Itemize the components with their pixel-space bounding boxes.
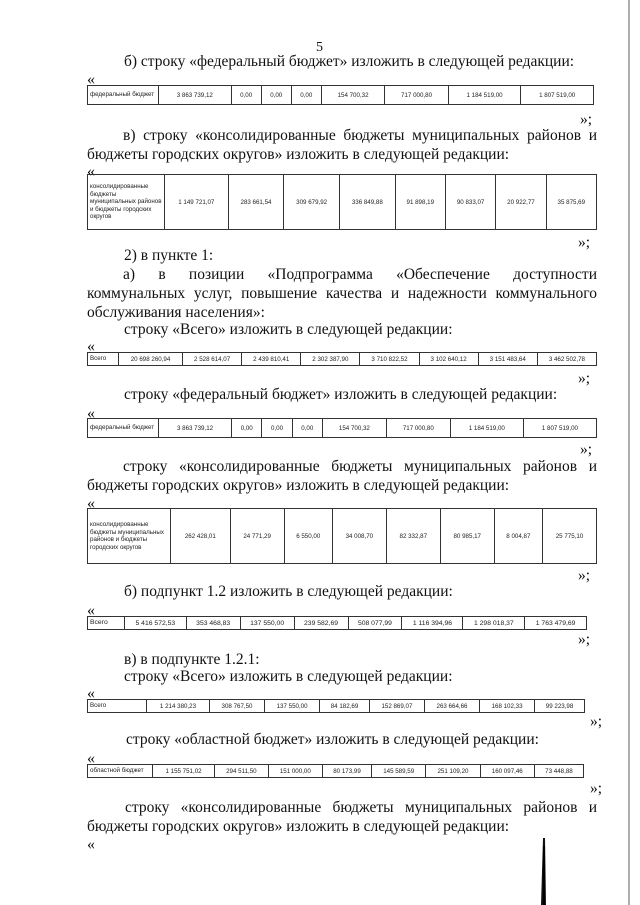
- table-cell: 0,00: [262, 419, 292, 438]
- table-cell: 25 775,10: [542, 509, 596, 564]
- table-cell: 262 428,01: [171, 509, 231, 564]
- row-label: федеральный бюджет: [88, 86, 159, 105]
- paragraph-regional-budget: строку «областной бюджет» изложить в следующей редакции:: [126, 731, 539, 748]
- table-cell: 1 807 519,00: [521, 86, 594, 105]
- open-quote: «: [87, 71, 95, 88]
- table-cell: 35 875,69: [546, 175, 596, 230]
- table-cell: 2 302 387,90: [301, 353, 360, 366]
- table-cell: 3 710 822,52: [360, 353, 419, 366]
- table-cell: 353 468,83: [186, 617, 240, 630]
- scan-smudge: [541, 838, 546, 905]
- table-consolidated-budgets-1: [87, 174, 597, 230]
- table-cell: 154 700,32: [321, 86, 384, 105]
- table-cell: 24 771,29: [230, 509, 284, 564]
- paragraph-total-line-2: строку «Всего» изложить в следующей редакции:: [124, 668, 453, 685]
- table-cell: 168 102,33: [480, 700, 535, 713]
- table-total-1-2: [87, 616, 587, 630]
- table-cell: 308 767,50: [209, 700, 264, 713]
- close-quote: »;: [578, 234, 591, 251]
- open-quote: «: [87, 602, 95, 619]
- table-cell: 80 985,17: [440, 509, 494, 564]
- table-cell: 3 151 483,64: [478, 353, 537, 366]
- table-cell: 1 298 018,37: [463, 617, 525, 630]
- table-cell: 151 000,00: [268, 765, 322, 778]
- row-label: консолидированные бюджеты муниципальных районов и бюджеты городских округов: [88, 509, 171, 564]
- open-quote: «: [87, 495, 95, 512]
- table-total-1: [87, 352, 597, 366]
- table-cell: 3 462 502,78: [537, 353, 596, 366]
- close-quote: »;: [580, 441, 593, 458]
- table-cell: 2 439 810,41: [242, 353, 301, 366]
- table-cell: 99 223,98: [535, 700, 585, 713]
- paragraph-subpoint-1-2: б) подпункт 1.2 изложить в следующей редакции:: [124, 583, 453, 600]
- table-regional-budget: [87, 764, 584, 778]
- row-label: федеральный бюджет: [88, 419, 159, 438]
- paragraph-consolidated-budgets-2: строку «консолидированные бюджеты муниципальных районов и бюджеты городских округов» изложить в следующей редакции:: [87, 458, 597, 494]
- close-quote: »;: [578, 631, 591, 648]
- open-quote: «: [87, 338, 95, 355]
- table-cell: 717 000,80: [386, 419, 450, 438]
- table-federal-budget-2: [87, 418, 597, 438]
- table-cell: 294 511,50: [215, 765, 269, 778]
- table-cell: 3 102 640,12: [419, 353, 478, 366]
- table-cell: 160 097,46: [480, 765, 534, 778]
- table-cell: 309 679,92: [284, 175, 340, 230]
- table-cell: 34 008,70: [332, 509, 386, 564]
- open-quote: «: [87, 836, 95, 853]
- table-cell: 0,00: [292, 419, 322, 438]
- table-cell: 8 004,87: [494, 509, 542, 564]
- table-cell: 80 173,99: [322, 765, 371, 778]
- paragraph-total-line: строку «Всего» изложить в следующей редакции:: [124, 321, 453, 338]
- table-cell: 6 550,00: [284, 509, 332, 564]
- table-cell: 90 833,07: [445, 175, 495, 230]
- table-cell: 91 898,19: [395, 175, 445, 230]
- table-cell: 3 863 739,12: [159, 86, 232, 105]
- open-quote: «: [87, 163, 95, 180]
- table-cell: 1 116 394,96: [402, 617, 463, 630]
- table-cell: 508 077,99: [348, 617, 402, 630]
- table-cell: 82 332,87: [386, 509, 440, 564]
- table-cell: 2 528 614,07: [183, 353, 242, 366]
- paragraph-consolidated-budgets-3: строку «консолидированные бюджеты муниципальных районов и бюджеты городских округов» изложить в следующей редакции:: [87, 799, 597, 835]
- table-cell: 0,00: [261, 86, 291, 105]
- row-label: Всего: [88, 700, 147, 713]
- table-cell: 5 416 572,53: [125, 617, 187, 630]
- page-number: 5: [316, 40, 323, 55]
- table-cell: 1 214 380,23: [147, 700, 210, 713]
- table-cell: 1 155 751,02: [153, 765, 215, 778]
- table-cell: 263 664,66: [424, 700, 479, 713]
- table-cell: 3 863 739,12: [159, 419, 232, 438]
- table-cell: 20 698 260,94: [119, 353, 183, 366]
- table-cell: 152 869,07: [369, 700, 424, 713]
- table-cell: 717 000,80: [385, 86, 448, 105]
- table-cell: 154 700,32: [322, 419, 386, 438]
- table-cell: 0,00: [231, 86, 261, 105]
- open-quote: «: [87, 685, 95, 702]
- table-consolidated-budgets-2: [87, 508, 597, 564]
- table-cell: 1 763 479,69: [525, 617, 587, 630]
- table-total-1-2-1: [87, 699, 585, 713]
- table-cell: 283 661,54: [228, 175, 284, 230]
- table-cell: 1 184 519,00: [448, 86, 521, 105]
- table-cell: 251 109,20: [426, 765, 480, 778]
- table-cell: 137 550,00: [265, 700, 320, 713]
- close-quote: »;: [590, 713, 603, 730]
- paragraph-consolidated-budgets: в) строку «консолидированные бюджеты муниципальных районов и бюджеты городских округов» изложить в следующей редакции:: [87, 127, 597, 163]
- table-cell: 20 922,77: [496, 175, 546, 230]
- table-cell: 1 149 721,07: [165, 175, 229, 230]
- table-federal-budget-1: [87, 85, 594, 105]
- table-cell: 1 807 519,00: [523, 419, 596, 438]
- paragraph-federal-budget: б) строку «федеральный бюджет» изложить в следующей редакции:: [124, 53, 575, 70]
- table-cell: 84 182,69: [320, 700, 370, 713]
- table-cell: 239 582,69: [294, 617, 348, 630]
- close-quote: »;: [590, 780, 603, 797]
- table-cell: 145 589,59: [372, 765, 426, 778]
- row-label: Всего: [88, 353, 119, 366]
- table-cell: 137 550,00: [240, 617, 294, 630]
- paragraph-subpoint-1-2-1: в) в подпункте 1.2.1:: [124, 651, 260, 668]
- close-quote: »;: [580, 111, 593, 128]
- row-label: областной бюджет: [88, 765, 153, 778]
- paragraph-subprogram: а) в позиции «Подпрограмма «Обеспечение доступности коммунальных услуг, повышение качества и надежности коммунального обслуживания населения»:: [87, 266, 597, 321]
- table-cell: 0,00: [291, 86, 321, 105]
- row-label: Всего: [88, 617, 125, 630]
- table-cell: 0,00: [232, 419, 262, 438]
- paragraph-federal-budget-2: строку «федеральный бюджет» изложить в следующей редакции:: [124, 386, 558, 403]
- open-quote: «: [87, 750, 95, 767]
- close-quote: »;: [578, 370, 591, 387]
- table-cell: 1 184 519,00: [450, 419, 523, 438]
- table-cell: 73 448,88: [534, 765, 583, 778]
- table-cell: 336 849,88: [339, 175, 395, 230]
- close-quote: »;: [578, 567, 591, 584]
- row-label: консолидированные бюджеты муниципальных районов и бюджеты городских округов: [88, 175, 165, 230]
- paragraph-point-1: 2) в пункте 1:: [124, 247, 214, 264]
- open-quote: «: [87, 405, 95, 422]
